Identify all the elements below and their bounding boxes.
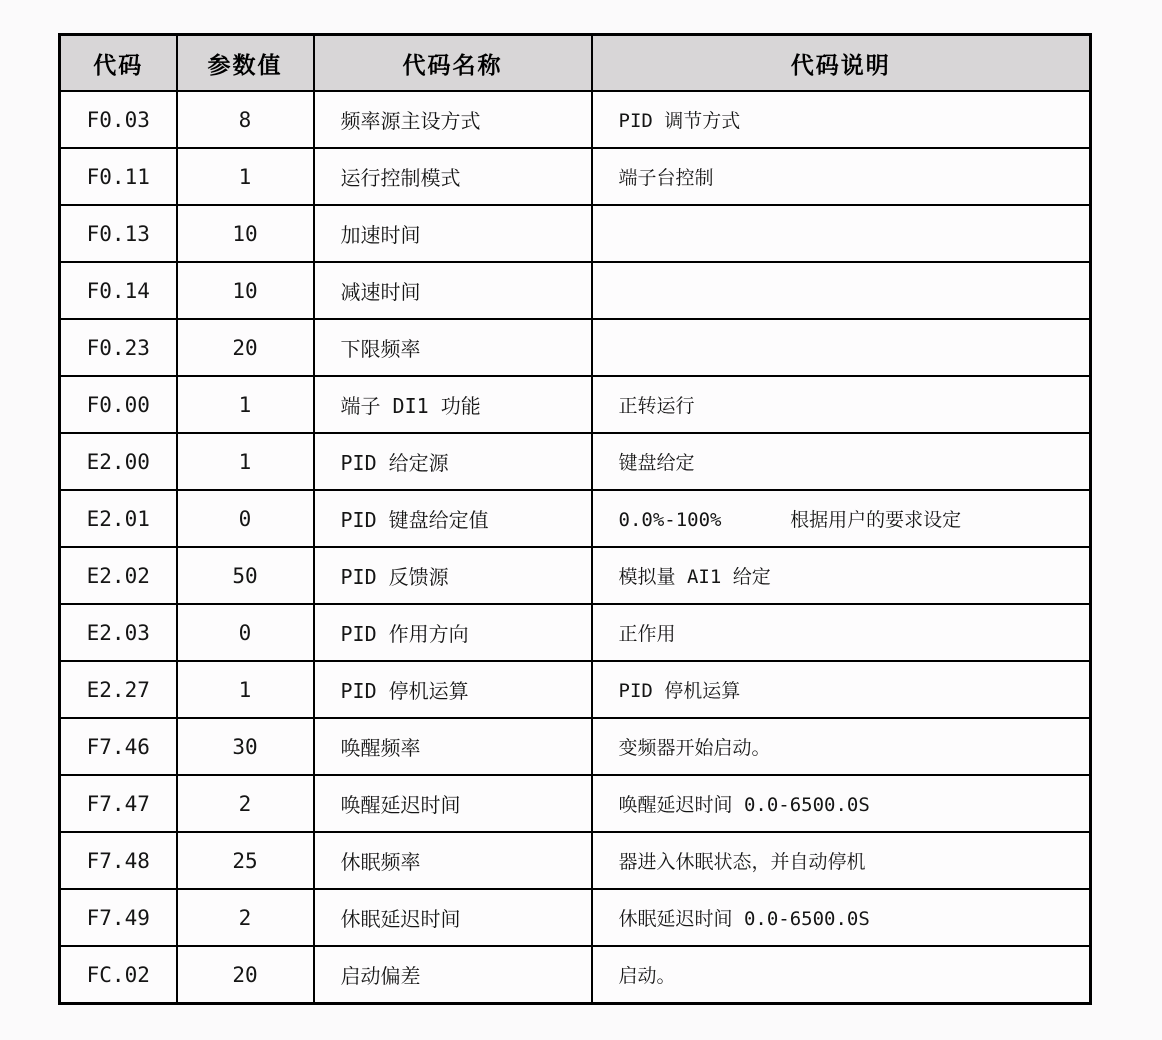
desc-cell: 0.0%-100% 根据用户的要求设定 [592, 490, 1091, 547]
value-cell: 0 [177, 604, 314, 661]
desc-cell: 启动。 [592, 946, 1091, 1004]
name-cell: 运行控制模式 [314, 148, 592, 205]
value-cell: 8 [177, 91, 314, 148]
header-value: 参数值 [177, 35, 314, 92]
table-body [60, 91, 1091, 1004]
desc-cell: 器进入休眠状态，并自动停机 [592, 832, 1091, 889]
desc-cell [592, 319, 1091, 376]
name-cell: 休眠延迟时间 [314, 889, 592, 946]
code-cell: E2.00 [60, 433, 177, 490]
code-cell: F0.03 [60, 91, 177, 148]
name-cell: 唤醒频率 [314, 718, 592, 775]
header-row [60, 35, 1091, 92]
code-cell: F0.00 [60, 376, 177, 433]
table-row [60, 91, 1091, 148]
code-cell: F0.13 [60, 205, 177, 262]
table-row [60, 433, 1091, 490]
header-name: 代码名称 [314, 35, 592, 92]
name-cell: 休眠频率 [314, 832, 592, 889]
desc-cell: 端子台控制 [592, 148, 1091, 205]
code-cell: E2.03 [60, 604, 177, 661]
desc-cell: 模拟量 AI1 给定 [592, 547, 1091, 604]
desc-cell: PID 调节方式 [592, 91, 1091, 148]
code-cell: F0.11 [60, 148, 177, 205]
value-cell: 20 [177, 319, 314, 376]
name-cell: 加速时间 [314, 205, 592, 262]
name-cell: PID 停机运算 [314, 661, 592, 718]
value-cell: 1 [177, 376, 314, 433]
name-cell: PID 作用方向 [314, 604, 592, 661]
table-row [60, 262, 1091, 319]
code-cell: E2.27 [60, 661, 177, 718]
table-row [60, 661, 1091, 718]
desc-cell [592, 262, 1091, 319]
value-cell: 1 [177, 433, 314, 490]
code-cell: F0.23 [60, 319, 177, 376]
code-cell: FC.02 [60, 946, 177, 1004]
table-row [60, 319, 1091, 376]
code-cell: F7.47 [60, 775, 177, 832]
value-cell: 1 [177, 661, 314, 718]
desc-cell: 正转运行 [592, 376, 1091, 433]
desc-cell: 变频器开始启动。 [592, 718, 1091, 775]
value-cell: 25 [177, 832, 314, 889]
code-cell: E2.02 [60, 547, 177, 604]
name-cell: 唤醒延迟时间 [314, 775, 592, 832]
name-cell: 启动偏差 [314, 946, 592, 1004]
parameter-table [58, 33, 1092, 1005]
value-cell: 0 [177, 490, 314, 547]
value-cell: 2 [177, 775, 314, 832]
table-row [60, 604, 1091, 661]
table-row [60, 718, 1091, 775]
name-cell: PID 给定源 [314, 433, 592, 490]
desc-cell [592, 205, 1091, 262]
table-row [60, 832, 1091, 889]
name-cell: 端子 DI1 功能 [314, 376, 592, 433]
name-cell: 减速时间 [314, 262, 592, 319]
name-cell: 频率源主设方式 [314, 91, 592, 148]
table-row [60, 205, 1091, 262]
header-desc: 代码说明 [592, 35, 1091, 92]
desc-cell: 键盘给定 [592, 433, 1091, 490]
table-row [60, 547, 1091, 604]
desc-cell: 唤醒延迟时间 0.0-6500.0S [592, 775, 1091, 832]
table-row [60, 775, 1091, 832]
value-cell: 10 [177, 205, 314, 262]
table-row [60, 148, 1091, 205]
header-code: 代码 [60, 35, 177, 92]
name-cell: PID 键盘给定值 [314, 490, 592, 547]
name-cell: 下限频率 [314, 319, 592, 376]
code-cell: F7.46 [60, 718, 177, 775]
code-cell: F7.48 [60, 832, 177, 889]
value-cell: 10 [177, 262, 314, 319]
desc-cell: 正作用 [592, 604, 1091, 661]
desc-cell: 休眠延迟时间 0.0-6500.0S [592, 889, 1091, 946]
desc-cell: PID 停机运算 [592, 661, 1091, 718]
value-cell: 2 [177, 889, 314, 946]
value-cell: 1 [177, 148, 314, 205]
table-row [60, 376, 1091, 433]
value-cell: 50 [177, 547, 314, 604]
code-cell: E2.01 [60, 490, 177, 547]
table-row [60, 946, 1091, 1004]
code-cell: F0.14 [60, 262, 177, 319]
value-cell: 20 [177, 946, 314, 1004]
value-cell: 30 [177, 718, 314, 775]
code-cell: F7.49 [60, 889, 177, 946]
name-cell: PID 反馈源 [314, 547, 592, 604]
table-row [60, 889, 1091, 946]
table-row [60, 490, 1091, 547]
